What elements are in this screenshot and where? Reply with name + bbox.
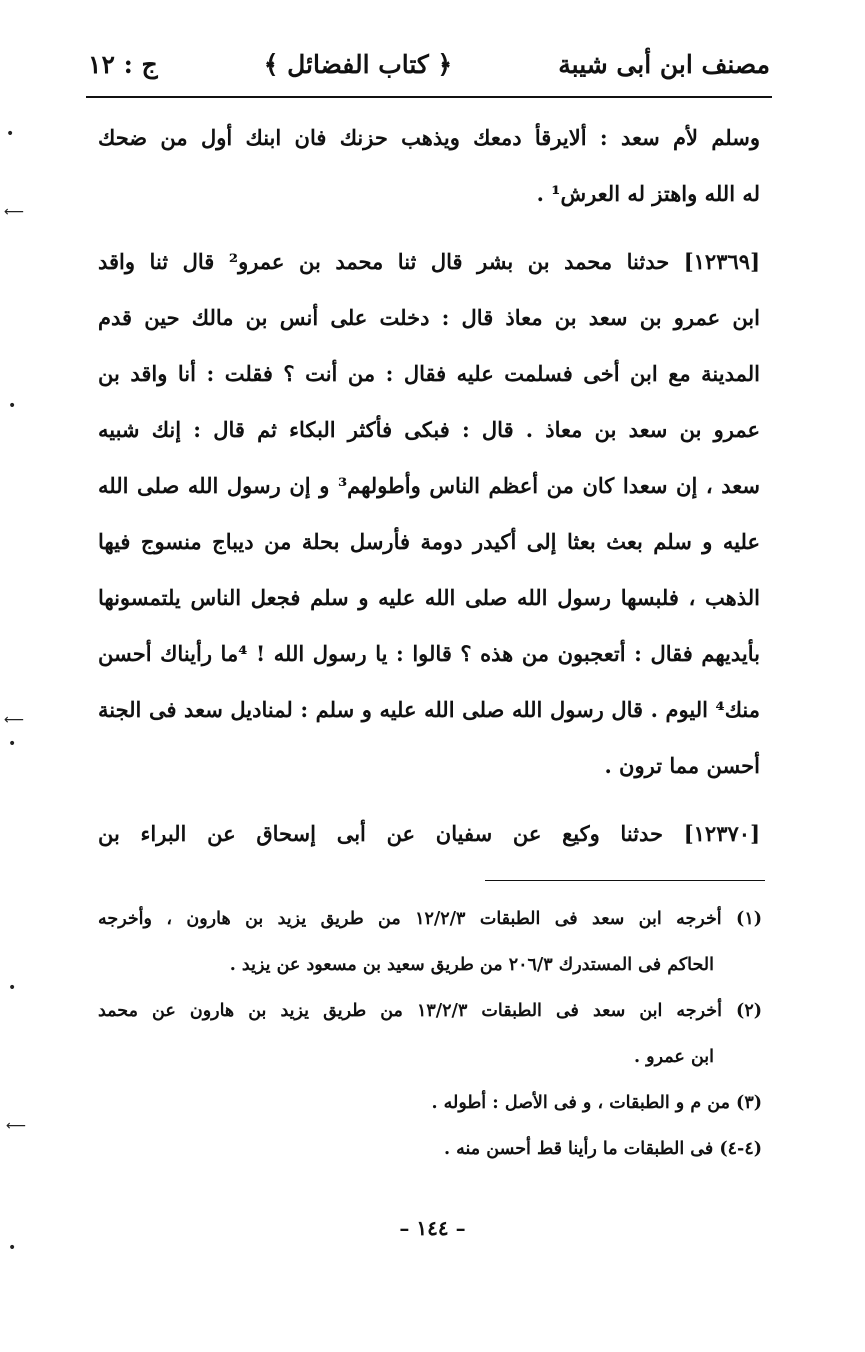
text-line: عليه و سلم بعث بعثا إلى أكيدر دومة فأرسل بحلة من ديباج منسوج فيها [98, 529, 760, 554]
main-text [98, 110, 760, 862]
scan-mark: • [8, 980, 17, 996]
hadith-12370-start: [١٢٣٧٠] حدثنا وكيع عن سفيان عن أبى إسحاق عن البراء بن [98, 821, 760, 846]
text-line: منك⁴ اليوم . قال رسول الله صلى الله عليه و سلم : لمناديل سعد فى الجنة [98, 697, 760, 722]
text-line: المدينة مع ابن أخى فسلمت عليه فقال : من أنت ؟ فقلت : أنا واقد بن [98, 361, 760, 386]
page-number: – ١٤٤ – [399, 1216, 466, 1240]
scan-mark: • [8, 398, 17, 414]
text-line: بأيديهم فقال : أتعجبون من هذه ؟ قالوا : يا رسول الله ! ⁴ما رأيناك أحسن [98, 641, 760, 666]
text-line: أحسن مما ترون . [604, 753, 760, 778]
footnote-2-cont: ابن عمرو . [634, 1047, 714, 1067]
footnotes [98, 896, 762, 1172]
text-line: ابن عمرو بن سعد بن معاذ قال : دخلت على أنس بن مالك حين قدم [98, 305, 760, 330]
header-rule [86, 96, 772, 98]
footnote-4: (٤-٤) فى الطبقات ما رأينا قط أحسن منه . [443, 1139, 762, 1159]
text-line: له الله واهتز له العرش¹ . [536, 181, 760, 206]
scan-mark: ⟵ [6, 1118, 27, 1134]
text-line: سعد ، إن سعدا كان من أعظم الناس وأطولهم³ و إن رسول الله صلى الله [98, 473, 760, 498]
footnote-2: (٢) أخرجه ابن سعد فى الطبقات ١٣/٢/٣ من طريق يزيد بن هارون عن محمد [98, 1001, 762, 1021]
book-title: مصنف ابن أبى شيبة [558, 49, 770, 79]
footnote-1: (١) أخرجه ابن سعد فى الطبقات ١٢/٢/٣ من طريق يزيد بن هارون ، وأخرجه [98, 909, 762, 929]
hadith-12369-start: [١٢٣٦٩] حدثنا محمد بن بشر قال ثنا محمد بن عمرو² قال ثنا واقد [98, 249, 760, 274]
footnote-rule [485, 880, 765, 881]
text-line: عمرو بن سعد بن معاذ . قال : فبكى فأكثر البكاء ثم قال : إنك شبيه [98, 417, 760, 442]
volume-number: ج : ١٢ [88, 49, 158, 79]
scan-mark: ⟵ [4, 204, 25, 220]
scan-mark: • [8, 736, 17, 752]
footnote-1-cont: الحاكم فى المستدرك ٢٠٦/٣ من طريق سعيد بن مسعود عن يزيد . [229, 955, 714, 975]
footnote-3: (٣) من م و الطبقات ، و فى الأصل : أطوله . [431, 1093, 762, 1113]
scan-mark: • [8, 1240, 17, 1256]
running-header [88, 38, 770, 90]
chapter-title: ﴿ كتاب الفضائل ﴾ [263, 49, 453, 79]
text-line: الذهب ، فلبسها رسول الله صلى الله عليه و سلم فجعل الناس يلتمسونها [98, 585, 760, 610]
scan-mark: • [6, 126, 15, 142]
scan-mark: ⟵ [4, 712, 25, 728]
text-line: وسلم لأم سعد : ألايرقأ دمعك ويذهب حزنك فان ابنك أول من ضحك [98, 125, 760, 150]
